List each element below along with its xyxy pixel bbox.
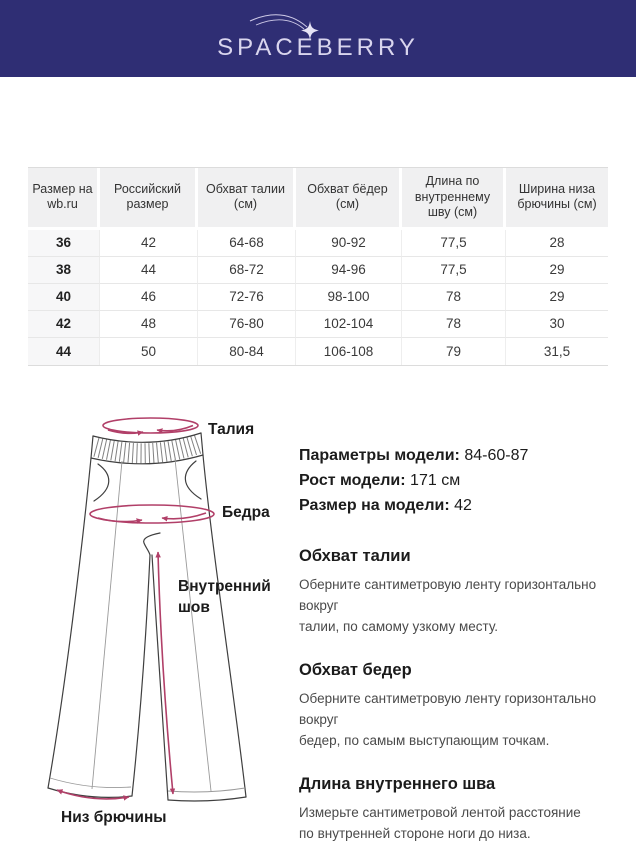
pants-drawing <box>48 433 246 801</box>
table-row <box>28 284 608 311</box>
model-parameters-label: Параметры модели: <box>299 447 460 464</box>
table-row <box>28 338 608 365</box>
section-title: Обхват талии <box>299 547 411 565</box>
column-header: Обхват бёдер (см) <box>296 168 402 230</box>
table-cell: 79 <box>402 338 506 365</box>
model-parameters-value: 84-60-87 <box>464 447 529 464</box>
section-text-line: Оберните сантиметровую ленту горизонтально вокруг <box>299 577 597 613</box>
section-text-line: бедер, по самым выступающим точкам. <box>299 733 550 748</box>
table-cell: 42 <box>100 230 198 257</box>
model-height <box>299 468 619 493</box>
table-row <box>28 257 608 284</box>
table-cell: 94-96 <box>296 257 402 284</box>
inseam-label-line2: шов <box>178 599 210 616</box>
table-cell: 29 <box>506 257 608 284</box>
section-text-line: талии, по самому узкому месту. <box>299 619 499 634</box>
table-cell: 38 <box>28 257 100 284</box>
table-cell: 31,5 <box>506 338 608 365</box>
table-cell: 40 <box>28 284 100 311</box>
hips-measure <box>90 505 214 523</box>
brand-header <box>0 0 636 77</box>
table-cell: 30 <box>506 311 608 338</box>
brand-logo: SPACEBERRY <box>217 34 419 61</box>
column-header: Размер на wb.ru <box>28 168 100 230</box>
section-waist <box>299 547 624 637</box>
table-header-row <box>28 168 608 230</box>
table-cell: 90-92 <box>296 230 402 257</box>
table-cell: 29 <box>506 284 608 311</box>
waist-measure <box>103 418 198 433</box>
size-table <box>28 167 608 366</box>
table-cell: 36 <box>28 230 100 257</box>
table-cell: 50 <box>100 338 198 365</box>
table-row <box>28 230 608 257</box>
section-text-line: Оберните сантиметровую ленту горизонтально вокруг <box>299 691 597 727</box>
model-height-label: Рост модели: <box>299 472 406 489</box>
table-cell: 68-72 <box>198 257 296 284</box>
table-cell: 80-84 <box>198 338 296 365</box>
section-hips <box>299 661 624 751</box>
table-cell: 48 <box>100 311 198 338</box>
waist-label: Талия <box>208 421 255 438</box>
table-cell: 77,5 <box>402 230 506 257</box>
section-text-line: по внутренней стороне ноги до низа. <box>299 826 531 841</box>
model-parameters <box>299 443 619 468</box>
section-text-line: Измерьте сантиметровой лентой расстояние <box>299 805 581 820</box>
table-cell: 72-76 <box>198 284 296 311</box>
table-cell: 106-108 <box>296 338 402 365</box>
table-cell: 102-104 <box>296 311 402 338</box>
table-cell: 46 <box>100 284 198 311</box>
table-cell: 28 <box>506 230 608 257</box>
pants-diagram <box>20 400 290 840</box>
column-header: Обхват талии (см) <box>198 168 296 230</box>
model-size <box>299 493 619 518</box>
column-header: Ширина низа брючины (см) <box>506 168 608 230</box>
section-title: Длина внутреннего шва <box>299 775 496 793</box>
table-cell: 78 <box>402 311 506 338</box>
column-header: Российский размер <box>100 168 198 230</box>
section-title: Обхват бедер <box>299 661 412 679</box>
section-inseam <box>299 775 624 844</box>
model-info <box>299 443 619 518</box>
table-cell: 44 <box>28 338 100 365</box>
table-cell: 76-80 <box>198 311 296 338</box>
table-cell: 64-68 <box>198 230 296 257</box>
size-table-body <box>28 230 608 365</box>
table-row <box>28 311 608 338</box>
table-cell: 44 <box>100 257 198 284</box>
hips-label: Бедра <box>222 504 270 521</box>
inseam-label-line1: Внутренний <box>178 578 271 595</box>
model-height-value: 171 см <box>410 472 461 489</box>
hem-label: Низ брючины <box>61 809 167 826</box>
table-cell: 78 <box>402 284 506 311</box>
model-size-label: Размер на модели: <box>299 497 450 514</box>
table-cell: 77,5 <box>402 257 506 284</box>
table-cell: 98-100 <box>296 284 402 311</box>
model-size-value: 42 <box>454 497 472 514</box>
measure-instructions <box>299 547 624 848</box>
size-table-header <box>28 168 608 230</box>
table-cell: 42 <box>28 311 100 338</box>
column-header: Длина по внутреннему шву (см) <box>402 168 506 230</box>
